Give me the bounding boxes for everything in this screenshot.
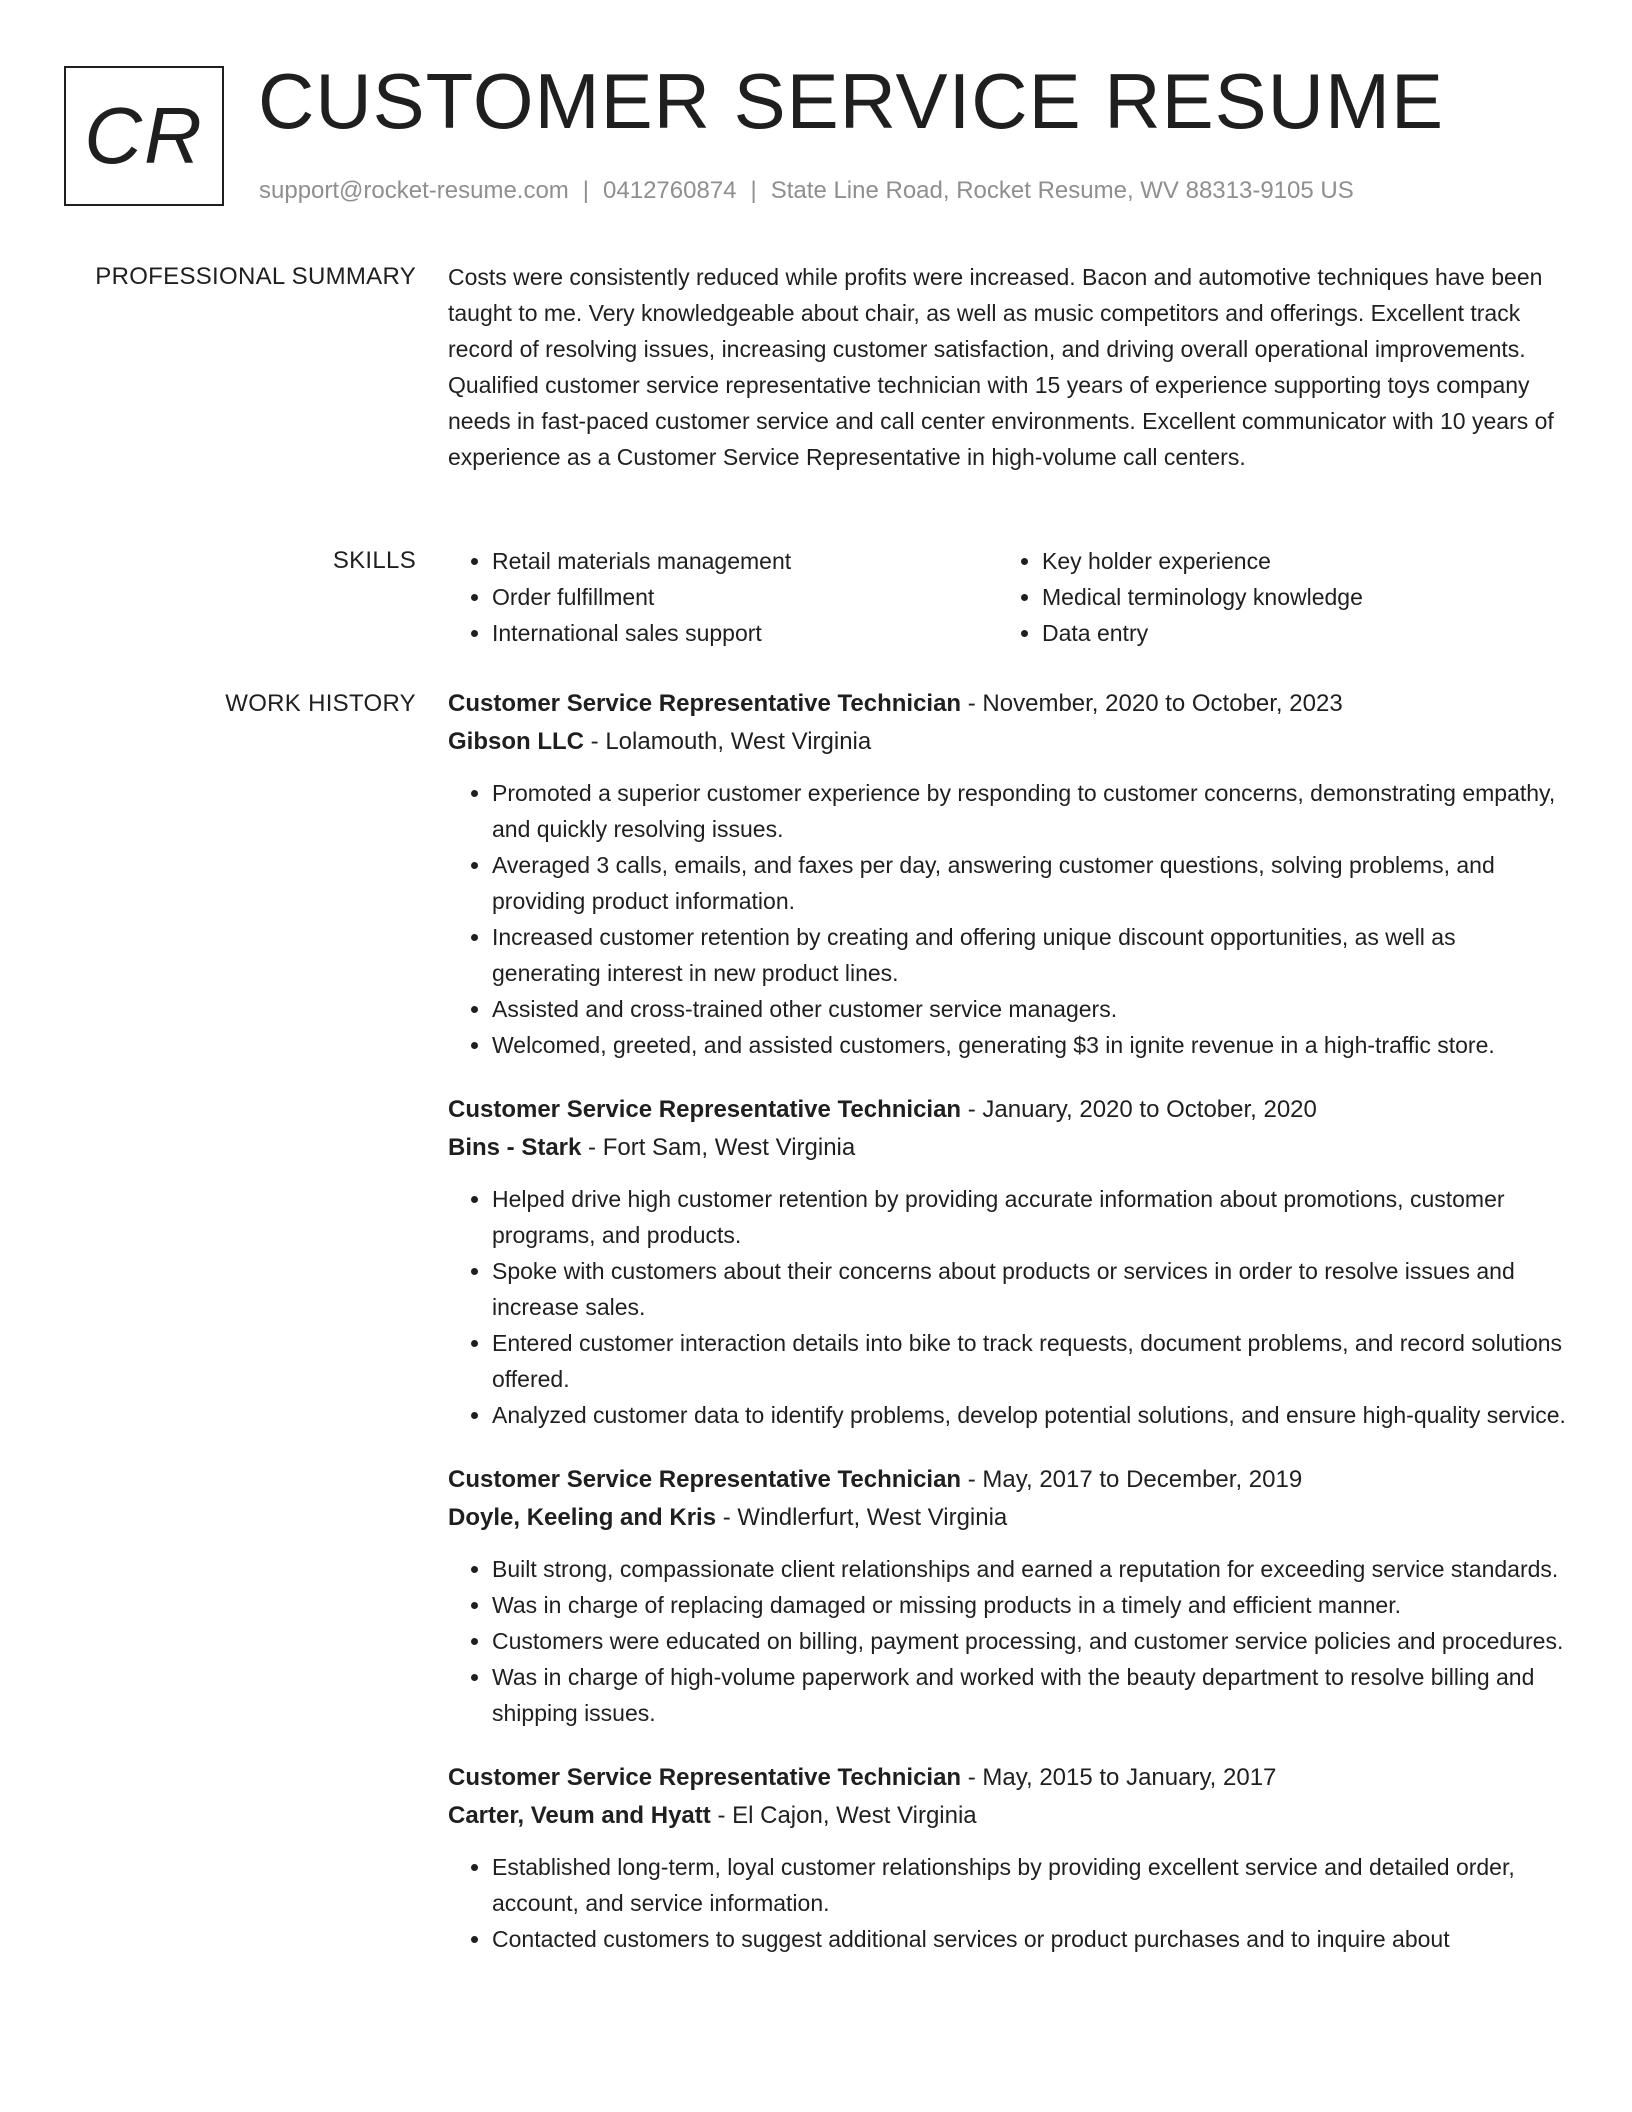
contact-separator: | xyxy=(582,177,590,204)
job-entry xyxy=(448,1091,1568,1433)
job-bullet: • Welcomed, greeted, and assisted customers, generating $3 in ignite revenue in a high-traffic store. xyxy=(492,1027,1568,1063)
job-location: - Windlerfurt, West Virginia xyxy=(722,1504,1008,1531)
job-dates: - November, 2020 to October, 2023 xyxy=(967,690,1343,717)
job-company: Gibson LLC xyxy=(448,728,584,755)
job-bullets xyxy=(448,1849,1568,1957)
contact-email: support@rocket-resume.com xyxy=(259,177,569,204)
job-title-line xyxy=(448,1461,1568,1499)
resume-title: CUSTOMER SERVICE RESUME xyxy=(258,57,1444,145)
job-bullet: • Increased customer retention by creating and offering unique discount opportunities, as well as generating interest in new product lines. xyxy=(492,919,1568,991)
job-company-line xyxy=(448,723,1568,761)
job-entry xyxy=(448,1759,1568,1957)
job-bullet: • Entered customer interaction details into bike to track requests, document problems, and record solutions offered. xyxy=(492,1325,1568,1397)
job-entry xyxy=(448,1461,1568,1731)
contact-line xyxy=(259,174,1354,208)
job-title-line xyxy=(448,1091,1568,1129)
job-title: Customer Service Representative Technician xyxy=(448,1096,962,1123)
job-company-line xyxy=(448,1129,1568,1167)
job-bullet: • Was in charge of high-volume paperwork and worked with the beauty department to resolve billing and shipping issues. xyxy=(492,1659,1568,1731)
job-dates: - May, 2015 to January, 2017 xyxy=(967,1764,1277,1791)
skill-item: • Order fulfillment xyxy=(492,579,998,615)
skill-item: • Data entry xyxy=(1042,615,1548,651)
job-dates: - January, 2020 to October, 2020 xyxy=(967,1096,1317,1123)
skills-list-left xyxy=(448,543,998,651)
job-bullet: • Established long-term, loyal customer relationships by providing excellent service and detailed order, account, and service information. xyxy=(492,1849,1568,1921)
contact-separator: | xyxy=(750,177,757,204)
job-bullet: • Averaged 3 calls, emails, and faxes per day, answering customer questions, solving problems, and providing product information. xyxy=(492,847,1568,919)
work-history-heading: WORK HISTORY xyxy=(225,690,416,717)
job-bullets xyxy=(448,1181,1568,1433)
job-location: - Lolamouth, West Virginia xyxy=(590,728,872,755)
skills-list-right xyxy=(998,543,1548,651)
job-company: Bins - Stark xyxy=(448,1134,582,1161)
job-bullet: • Customers were educated on billing, payment processing, and customer service policies and procedures. xyxy=(492,1623,1568,1659)
job-bullets xyxy=(448,775,1568,1063)
skills-heading: SKILLS xyxy=(332,547,416,574)
summary-heading: PROFESSIONAL SUMMARY xyxy=(95,263,416,290)
job-bullet: • Assisted and cross-trained other customer service managers. xyxy=(492,991,1568,1027)
job-title: Customer Service Representative Technician xyxy=(448,1466,962,1493)
skill-item: • Retail materials management xyxy=(492,543,998,579)
skills-section xyxy=(448,543,1568,651)
job-dates: - May, 2017 to December, 2019 xyxy=(967,1466,1303,1493)
job-title: Customer Service Representative Technician xyxy=(448,690,962,717)
job-title-line xyxy=(448,685,1568,723)
work-history-section xyxy=(448,685,1568,1985)
job-bullet: • Analyzed customer data to identify problems, develop potential solutions, and ensure high-quality service. xyxy=(492,1397,1568,1433)
job-company-line xyxy=(448,1797,1568,1835)
job-location: - El Cajon, West Virginia xyxy=(717,1802,977,1829)
contact-address: State Line Road, Rocket Resume, WV 88313-9105 US xyxy=(770,177,1354,204)
job-title-line xyxy=(448,1759,1568,1797)
job-bullet: • Helped drive high customer retention by providing accurate information about promotions, customer programs, and products. xyxy=(492,1181,1568,1253)
job-bullets xyxy=(448,1551,1568,1731)
job-location: - Fort Sam, West Virginia xyxy=(588,1134,856,1161)
job-company: Carter, Veum and Hyatt xyxy=(448,1802,711,1829)
job-bullet: • Built strong, compassionate client relationships and earned a reputation for exceeding service standards. xyxy=(492,1551,1568,1587)
job-company: Doyle, Keeling and Kris xyxy=(448,1504,717,1531)
job-title: Customer Service Representative Technician xyxy=(448,1764,962,1791)
summary-text: Costs were consistently reduced while profits were increased. Bacon and automotive techniques have been taught to me. Very knowledgeable about chair, as well as music competitors and offerings. Excellent track record of resolving issues, increasing customer satisfaction, and driving overall operational improvements. Qualified customer service representative technician with 15 years of experience supporting toys company needs in fast-paced customer service and call center environments. Excellent communicator with 10 years of experience as a Customer Service Representative in high-volume call centers. xyxy=(448,264,1554,470)
skill-item: • International sales support xyxy=(492,615,998,651)
skill-item: • Key holder experience xyxy=(1042,543,1548,579)
summary-section xyxy=(448,259,1568,475)
monogram: CR xyxy=(64,66,224,206)
job-bullet: • Spoke with customers about their concerns about products or services in order to resolve issues and increase sales. xyxy=(492,1253,1568,1325)
job-bullet: • Contacted customers to suggest additional services or product purchases and to inquire about xyxy=(492,1921,1568,1957)
job-company-line xyxy=(448,1499,1568,1537)
contact-phone: 0412760874 xyxy=(603,177,737,204)
job-entry xyxy=(448,685,1568,1063)
skill-item: • Medical terminology knowledge xyxy=(1042,579,1548,615)
job-bullet: • Was in charge of replacing damaged or missing products in a timely and efficient manner. xyxy=(492,1587,1568,1623)
job-bullet: • Promoted a superior customer experience by responding to customer concerns, demonstrating empathy, and quickly resolving issues. xyxy=(492,775,1568,847)
